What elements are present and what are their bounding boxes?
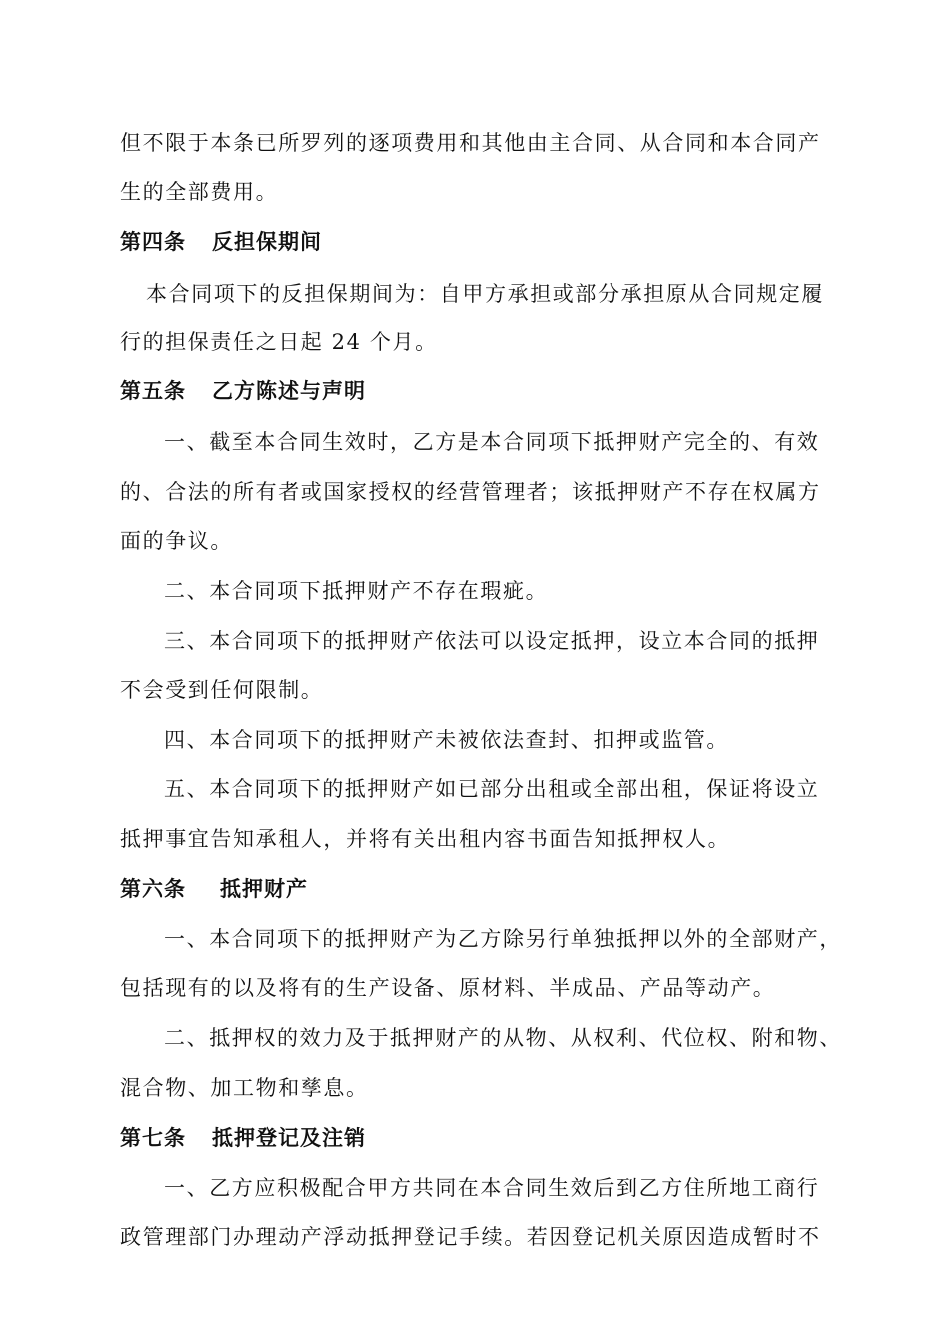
paragraph-line: 生的全部费用。 — [120, 180, 279, 204]
paragraph-line: 混合物、加工物和孳息。 — [120, 1076, 369, 1100]
paragraph-line: 四、本合同项下的抵押财产未被依法查封、扣押或监管。 — [164, 728, 729, 752]
paragraph-line: 一、乙方应积极配合甲方共同在本合同生效后到乙方住所地工商行 — [164, 1176, 820, 1200]
paragraph-line: 一、本合同项下的抵押财产为乙方除另行单独抵押以外的全部财产， — [164, 927, 842, 951]
paragraph-line: 三、本合同项下的抵押财产依法可以设定抵押，设立本合同的抵押 — [164, 629, 820, 653]
paragraph-line: 面的争议。 — [120, 529, 233, 553]
article-number: 第六条 — [120, 876, 186, 901]
article-number: 第七条 — [120, 1125, 186, 1150]
paragraph-line: 但不限于本条已所罗列的逐项费用和其他由主合同、从合同和本合同产 — [120, 131, 821, 155]
article-title: 抵押财产 — [220, 876, 308, 901]
paragraph-line: 抵押事宜告知承租人，并将有关出租内容书面告知抵押权人。 — [120, 827, 731, 851]
article-heading — [120, 377, 366, 405]
article-title: 抵押登记及注销 — [212, 1125, 366, 1150]
article-title: 反担保期间 — [212, 229, 322, 254]
paragraph-line: 包括现有的以及将有的生产设备、原材料、半成品、产品等动产。 — [120, 976, 776, 1000]
article-number: 第五条 — [120, 378, 186, 403]
article-heading — [120, 875, 308, 903]
paragraph-line: 二、抵押权的效力及于抵押财产的从物、从权利、代位权、附和物、 — [164, 1026, 842, 1050]
article-number: 第四条 — [120, 229, 186, 254]
paragraph-line: 不会受到任何限制。 — [120, 678, 324, 702]
article-heading — [120, 1124, 366, 1152]
paragraph-line: 二、本合同项下抵押财产不存在瑕疵。 — [164, 579, 549, 603]
paragraph-line: 一、截至本合同生效时，乙方是本合同项下抵押财产完全的、有效 — [164, 430, 820, 454]
paragraph-line: 的、合法的所有者或国家授权的经营管理者；该抵押财产不存在权属方 — [120, 480, 821, 504]
paragraph-line: 行的担保责任之日起 24 个月。 — [120, 330, 438, 354]
paragraph-line: 本合同项下的反担保期间为：自甲方承担或部分承担原从合同规定履 — [146, 282, 824, 306]
paragraph-line: 政管理部门办理动产浮动抵押登记手续。若因登记机关原因造成暂时不 — [120, 1225, 821, 1249]
paragraph-line: 五、本合同项下的抵押财产如已部分出租或全部出租，保证将设立 — [164, 777, 820, 801]
article-heading — [120, 228, 322, 256]
article-title: 乙方陈述与声明 — [212, 378, 366, 403]
